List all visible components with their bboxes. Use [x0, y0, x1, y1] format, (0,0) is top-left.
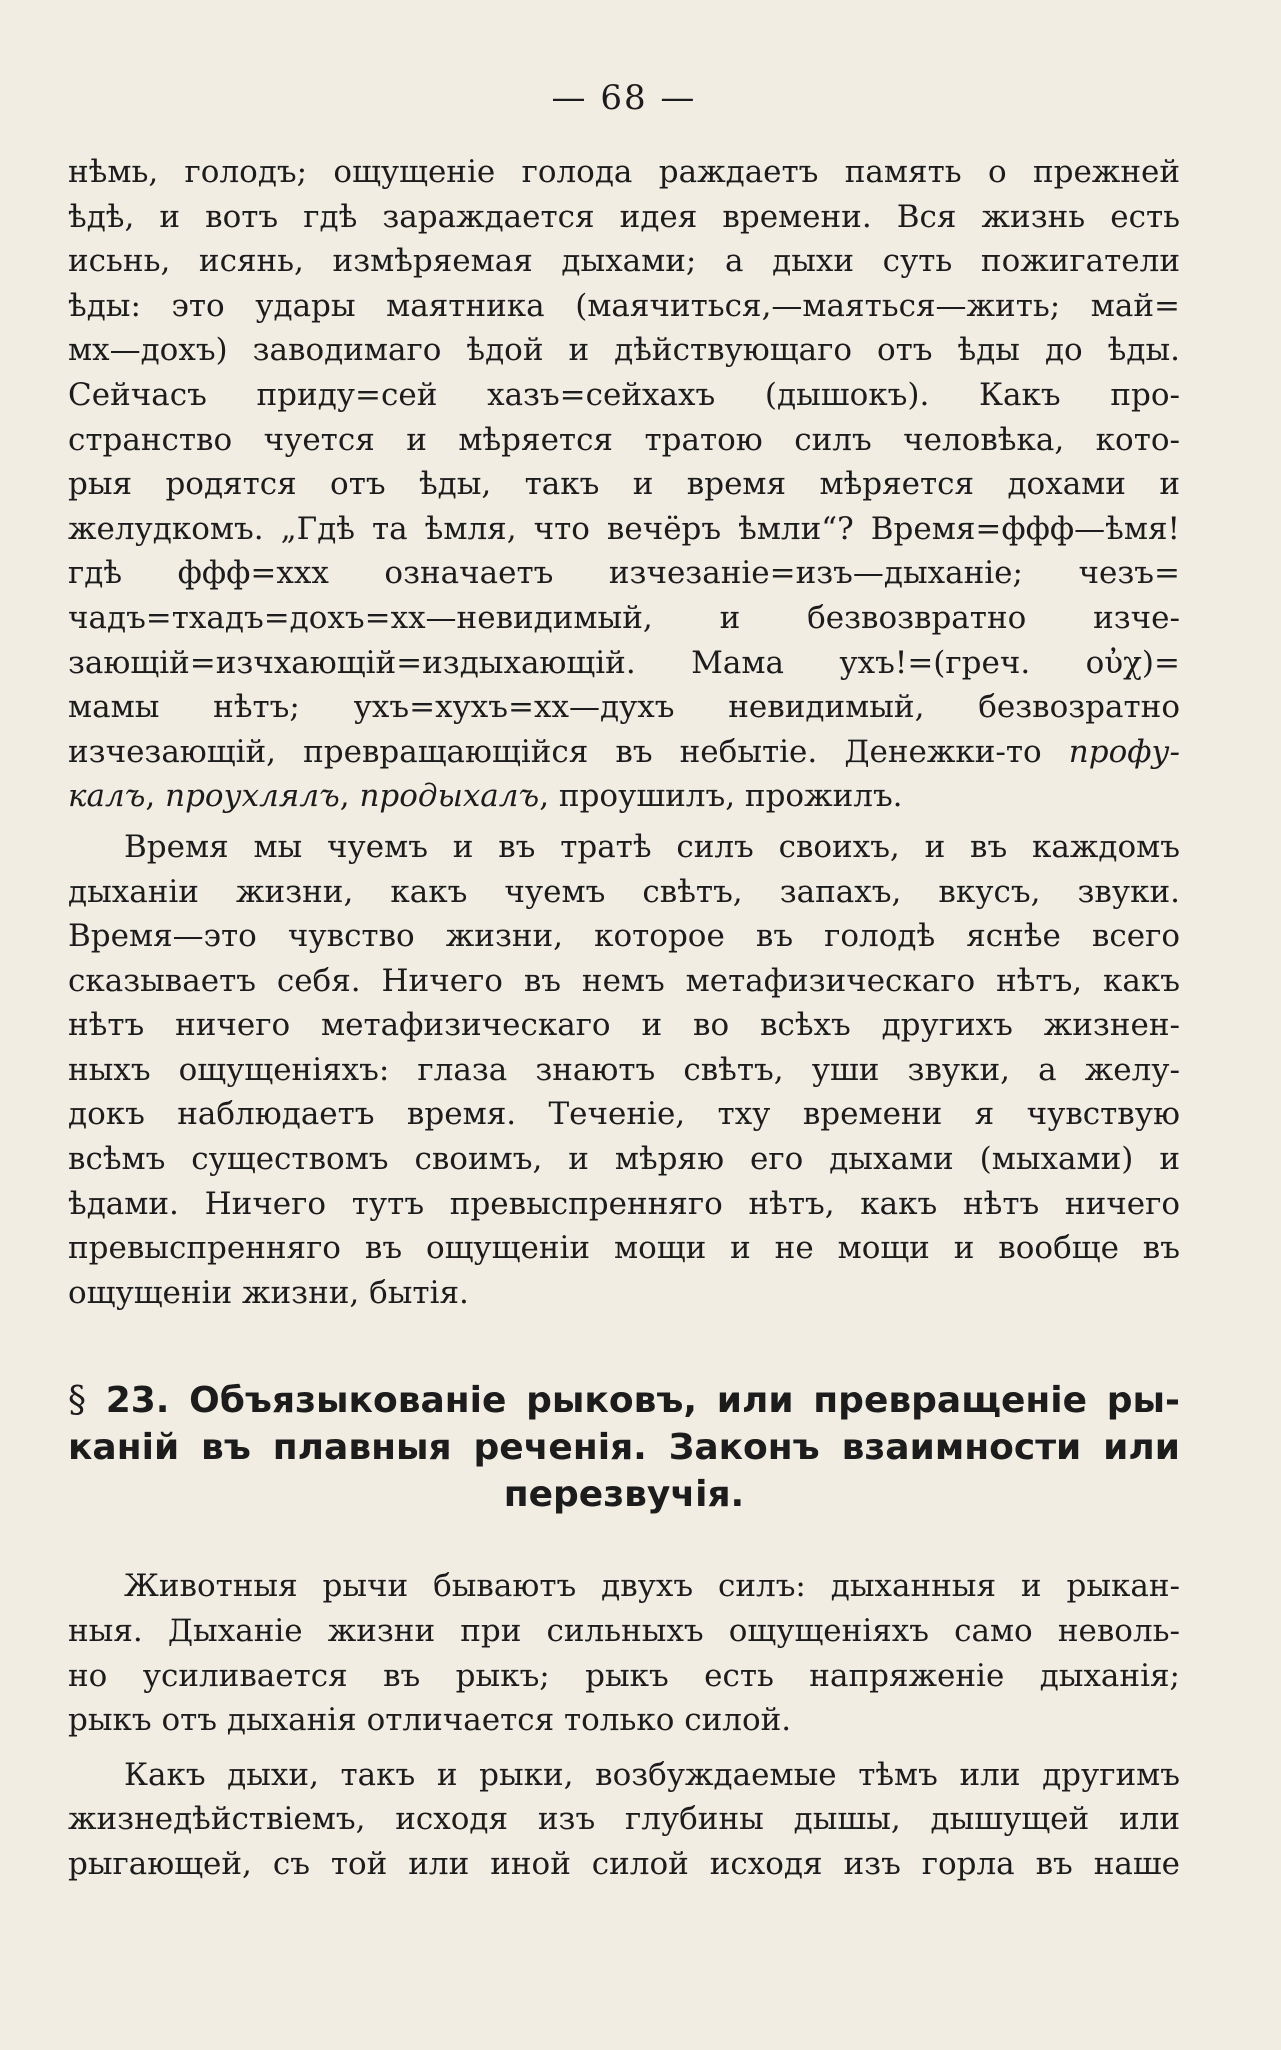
text-line: Время мы чуемъ и въ тратѣ силъ своихъ, и въ каждомъ — [124, 828, 1180, 865]
text-line — [68, 730, 1180, 775]
text-line: странство чуется и мѣряется тратою силъ человѣка, кото- — [68, 421, 1180, 458]
heading-line: каній въ плавныя реченія. Законъ взаимности или — [68, 1427, 1180, 1469]
section-spacer — [68, 1315, 1180, 1377]
text-line: ѣды: это удары маятника (маячиться,—маяться—жить; май= — [68, 287, 1180, 324]
text-line: рыкъ отъ дыханія отличается только силой. — [68, 1702, 792, 1739]
text-segment: проушилъ, прожилъ. — [558, 778, 903, 815]
text-line: калъ, проухлялъ, продыхалъ, проушилъ, прожилъ. — [68, 778, 903, 815]
text-line: рыя родятся отъ ѣды, такъ и время мѣряется дохами и — [68, 466, 1180, 503]
text-line: сказываетъ себя. Ничего въ немъ метафизическаго нѣтъ, какъ — [68, 962, 1180, 999]
text-line: зающій=изчхающій=издыхающій. Мама ухъ!=(греч. οὐχ)= — [68, 644, 1180, 681]
text-line: Животныя рычи бываютъ двухъ силъ: дыханныя и рыкан- — [124, 1568, 1180, 1605]
paragraph-breaths-and-roars — [68, 1753, 1180, 1887]
text-line: мамы нѣтъ; ухъ=хухъ=хх—духъ невидимый, безвозратно — [68, 689, 1180, 726]
paragraph-sense-of-time — [68, 825, 1180, 1316]
text-line: ныхъ ощущеніяхъ: глаза знаютъ свѣтъ, уши звуки, а желу- — [68, 1051, 1180, 1088]
text-line: но усиливается въ рыкъ; рыкъ есть напряженіе дыханія; — [68, 1657, 1180, 1694]
text-line: нѣмь, голодъ; ощущеніе голода раждаетъ память о прежней — [68, 154, 1180, 190]
text-line: мх—дохъ) заводимаго ѣдой и дѣйствующаго отъ ѣды до ѣды. — [68, 332, 1180, 369]
text-line: чадъ=тхадъ=дохъ=хх—невидимый, и безвозвратно изче- — [68, 599, 1180, 636]
text-line: ѣдами. Ничего тутъ превыспренняго нѣтъ, какъ нѣтъ ничего — [68, 1185, 1180, 1222]
text-segment: изчезающій, превращающійся въ небытіе. Денежки-то — [68, 733, 1069, 770]
text-line: желудкомъ. „Гдѣ та ѣмля, что вечёръ ѣмли“? Время=ффф—ѣмя! — [68, 510, 1180, 547]
text-line: нѣтъ ничего метафизическаго и во всѣхъ другихъ жизнен- — [68, 1007, 1180, 1044]
italic-word: проухлялъ — [165, 778, 340, 815]
heading-line — [68, 1377, 1180, 1424]
text-line: Время—это чувство жизни, которое въ голодѣ яснѣе всего — [68, 918, 1180, 955]
italic-word: калъ — [68, 778, 146, 815]
text-line: докъ наблюдаетъ время. Теченіе, тху времени я чувствую — [68, 1096, 1180, 1133]
heading-text: 23. Объязыкованіе рыковъ, или превращеніе ры- — [105, 1380, 1180, 1422]
text-line: рыгающей, съ той или иной силой исходя изъ горла въ наше — [68, 1846, 1180, 1882]
text-line: Какъ дыхи, такъ и рыки, возбуждаемые тѣмъ или другимъ — [124, 1756, 1180, 1793]
section-sign: § — [68, 1380, 86, 1422]
text-line: жизнедѣйствіемъ, исходя изъ глубины дышы, дышущей или — [68, 1801, 1180, 1838]
text-line: ощущеніи жизни, бытія. — [68, 1274, 469, 1311]
text-line: превыспренняго въ ощущеніи мощи и не мощи и вообще въ — [68, 1230, 1180, 1267]
paragraph-time-and-hunger — [68, 150, 1180, 819]
text-line: ѣдѣ, и вотъ гдѣ зараждается идея времени. Вся жизнь есть — [68, 198, 1180, 235]
text-line: всѣмъ существомъ своимъ, и мѣряю его дыхами (мыхами) и — [68, 1141, 1180, 1178]
italic-word: профу- — [1068, 733, 1180, 770]
book-page — [68, 78, 1180, 1887]
section-heading — [68, 1377, 1180, 1518]
text-line: Сейчасъ приду=сей хазъ=сейхахъ (дышокъ). Какъ про- — [68, 376, 1180, 413]
page-number: — 68 — — [551, 78, 697, 118]
heading-line: перезвучія. — [503, 1474, 745, 1516]
italic-word: продыхалъ — [359, 778, 540, 815]
text-line: ныя. Дыханіе жизни при сильныхъ ощущеніяхъ само неволь- — [68, 1613, 1180, 1650]
paragraph-animal-cries — [68, 1564, 1180, 1742]
section-spacer — [68, 1518, 1180, 1564]
text-line: гдѣ ффф=ххх означаетъ изчезаніе=изъ—дыханіе; чезъ= — [68, 555, 1180, 592]
text-line: исьнь, исянь, измѣряемая дыхами; а дыхи суть пожигатели — [68, 243, 1180, 280]
paragraph-spacer — [68, 1743, 1180, 1753]
text-line: дыханіи жизни, какъ чуемъ свѣтъ, запахъ, вкусъ, звуки. — [68, 873, 1180, 910]
